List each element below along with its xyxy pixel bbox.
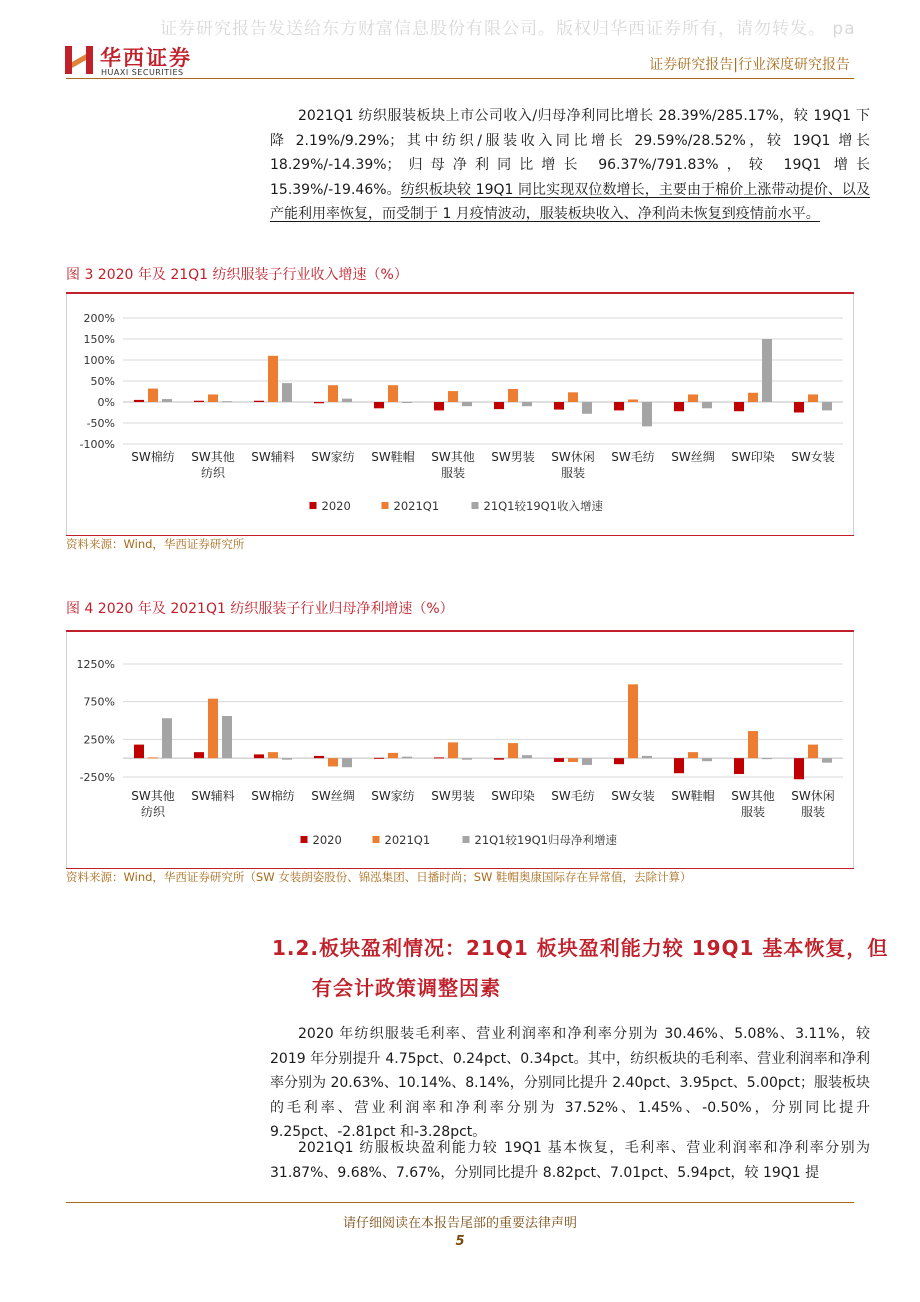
bar-21Q1较19Q1收入增速 [642,402,652,426]
legend-label: 2020 [312,833,342,847]
y-tick-label: 1250% [76,658,115,671]
x-category-label: SW女装 [611,789,655,803]
bar-2021Q1 [388,753,398,758]
x-category-label: SW棉纺 [251,789,295,803]
margin-paragraph [270,1022,870,1145]
bar-2020 [254,401,264,402]
bar-2021Q1 [508,743,518,758]
legend-swatch [301,836,308,843]
bar-21Q1较19Q1收入增速 [582,402,592,414]
y-tick-label: -100% [79,438,115,451]
bar-2020 [494,402,504,409]
x-category-label: SW印染 [731,450,775,464]
x-category-label: SW其他 [131,789,175,803]
footer-disclaimer: 请仔细阅读在本报告尾部的重要法律声明 [342,1216,577,1231]
bar-21Q1较19Q1收入增速 [762,339,772,402]
legend-label: 21Q1较19Q1归母净利增速 [474,833,618,847]
figure-3-frame [66,292,854,536]
intro-text-a: 2021Q1 纺织服装板块上市公司收入/归母净利同比增长 28.39%/285.17%，较 19Q1 下降 2.19%/9.29%；其中纺织/服装收入同比增长 29.59%/28.52%，较 19Q1 增长 18.29%/-14.39%；归母净利同比增长 96.37%/791.83%，较 19Q1 增长 15.39%/-19.46%。 [270,108,870,198]
bar-2020 [614,402,624,410]
bar-2020 [674,758,684,773]
x-category-label: SW印染 [491,789,535,803]
bar-2021Q1 [448,742,458,758]
bar-21Q1较19Q1归母净利增速 [702,758,712,761]
figure-3-chart [67,294,853,535]
bar-2021Q1 [628,684,638,758]
x-category-label: SW辅料 [191,789,235,803]
bar-21Q1较19Q1归母净利增速 [642,756,652,758]
x-category-label: SW鞋帽 [671,789,715,803]
bar-2020 [554,402,564,410]
bar-2021Q1 [688,394,698,402]
bar-2021Q1 [148,389,158,402]
bar-2020 [254,754,264,758]
x-category-label: SW丝绸 [311,789,355,803]
bar-21Q1较19Q1收入增速 [342,399,352,402]
bar-2021Q1 [148,757,158,758]
bar-2020 [734,402,744,411]
legend-swatch [310,502,317,509]
y-tick-label: 0% [97,396,115,409]
bar-2021Q1 [388,385,398,402]
x-category-label: 服装 [800,805,826,819]
watermark-text: 证券研究报告发送给东方财富信息股份有限公司。版权归华西证券所有，请勿转发。 pa [160,19,856,39]
bar-2021Q1 [808,745,818,759]
bar-2021Q1 [328,385,338,402]
bar-2020 [554,758,564,762]
section-heading-line-2: 有会计政策调整因素 [312,976,501,1000]
bar-2021Q1 [628,399,638,402]
x-category-label: SW家纺 [311,450,355,464]
q1-paragraph [270,1136,870,1185]
bar-2020 [434,757,444,758]
bar-21Q1较19Q1收入增速 [462,402,472,406]
bar-2021Q1 [568,392,578,402]
y-tick-label: 750% [83,695,115,709]
x-category-label: SW鞋帽 [371,450,415,464]
legend-label: 21Q1较19Q1收入增速 [483,499,604,513]
bar-21Q1较19Q1收入增速 [702,402,712,408]
bar-2020 [374,402,384,408]
bar-21Q1较19Q1收入增速 [822,402,832,410]
section-heading-line-1: 1.2.板块盈利情况：21Q1 板块盈利能力较 19Q1 基本恢复，但 [272,936,889,960]
bar-2021Q1 [328,758,338,766]
bar-2021Q1 [568,758,578,762]
x-category-label: 服装 [740,805,766,819]
figure-4-frame [66,630,854,869]
report-type-label: 证券研究报告|行业深度研究报告 [649,57,850,73]
bar-21Q1较19Q1归母净利增速 [582,758,592,765]
figure-3-title: 图 3 2020 年及 21Q1 纺织服装子行业收入增速（%） [66,267,408,283]
y-tick-label: 50% [90,375,115,388]
bar-2021Q1 [268,356,278,402]
bar-21Q1较19Q1归母净利增速 [162,718,172,758]
bar-2020 [434,402,444,410]
bar-21Q1较19Q1归母净利增速 [282,758,292,760]
x-category-label: SW男装 [491,450,535,464]
bar-2020 [674,402,684,411]
x-category-label: SW休闲 [791,789,835,803]
bar-2020 [314,756,324,758]
x-category-label: SW其他 [731,789,775,803]
y-tick-label: 250% [83,733,115,747]
logo-name-en: HUAXI SECURITIES [101,68,184,77]
y-tick-label: 200% [83,312,115,325]
q1-paragraph-text: 2021Q1 纺服板块盈利能力较 19Q1 基本恢复，毛利率、营业利润率和净利率分别为 31.87%、9.68%、7.67%，分别同比提升 8.82pct、7.01pct、5.94pct，较 19Q1 提 [270,1140,870,1181]
bar-2021Q1 [208,699,218,759]
y-tick-label: -50% [86,417,115,430]
y-tick-label: -250% [79,771,115,784]
bar-2020 [134,400,144,402]
page-number: 5 [455,1234,465,1249]
bar-21Q1较19Q1收入增速 [522,402,532,406]
x-category-label: SW丝绸 [671,450,715,464]
bar-21Q1较19Q1收入增速 [222,401,232,402]
bar-2020 [794,402,804,413]
x-category-label: SW毛纺 [611,450,655,464]
bar-2020 [614,758,624,764]
x-category-label: 服装 [440,466,466,480]
bar-21Q1较19Q1收入增速 [402,402,412,403]
figure-3-source: 资料来源：Wind，华西证券研究所 [66,537,245,551]
x-category-label: SW毛纺 [551,789,595,803]
intro-text-b-underlined: 纺织板块较 19Q1 同比实现双位数增长，主要由于棉价上涨带动提价、以及产能利用率恢复，而受制于 1 月疫情波动，服装板块收入、净利尚未恢复到疫情前水平。 [270,181,870,222]
legend-label: 2021Q1 [393,499,440,513]
margin-paragraph-text: 2020 年纺织服装毛利率、营业利润率和净利率分别为 30.46%、5.08%、3.11%，较 2019 年分别提升 4.75pct、0.24pct、0.34pct。其中，纺织板块的毛利率、营业利润率和净利率分别为 20.63%、10.14%、8.14%，分别同比提升 2.40pct、3.95pct、5.00pct；服装板块的毛利率、营业利润率和净利率分别为 37.52%、1.45%、-0.50%，分别同比提升 9.25pct、-2.81pct 和-3.28pct。 [270,1026,870,1140]
legend-swatch [472,502,479,509]
bar-21Q1较19Q1收入增速 [162,399,172,402]
bar-2021Q1 [808,394,818,402]
bar-2020 [494,758,504,760]
bar-21Q1较19Q1归母净利增速 [402,757,412,759]
bar-2020 [374,758,384,759]
bar-21Q1较19Q1收入增速 [282,383,292,402]
figure-4-chart [67,632,853,868]
bar-2021Q1 [208,394,218,402]
logo-name-cn: 华西证券 [100,46,192,70]
x-category-label: 纺织 [140,805,166,819]
bar-2021Q1 [268,752,278,758]
x-category-label: SW家纺 [371,789,415,803]
x-category-label: SW女装 [791,450,835,464]
x-category-label: 服装 [560,466,586,480]
huaxi-logo-icon [64,44,94,76]
footer-divider [66,1202,854,1203]
bar-21Q1较19Q1归母净利增速 [222,716,232,758]
x-category-label: SW其他 [431,450,475,464]
x-category-label: SW其他 [191,450,235,464]
legend-label: 2021Q1 [384,833,431,847]
legend-swatch [373,836,380,843]
bar-21Q1较19Q1归母净利增速 [462,758,472,760]
bar-2021Q1 [688,752,698,758]
bar-2021Q1 [448,391,458,402]
x-category-label: SW辅料 [251,450,295,464]
legend-label: 2020 [321,499,351,513]
header-divider [66,78,854,79]
x-category-label: SW男装 [431,789,475,803]
bar-21Q1较19Q1归母净利增速 [342,758,352,767]
bar-2020 [734,758,744,774]
intro-paragraph [270,104,870,227]
legend-swatch [463,836,470,843]
figure-4-title: 图 4 2020 年及 2021Q1 纺织服装子行业归母净利增速（%） [66,601,454,617]
legend-swatch [382,502,389,509]
y-tick-label: 150% [83,333,115,346]
bar-2020 [794,758,804,779]
bar-2020 [194,401,204,402]
bar-21Q1较19Q1归母净利增速 [822,758,832,763]
x-category-label: 纺织 [200,466,226,480]
y-tick-label: 100% [83,354,115,367]
bar-21Q1较19Q1归母净利增速 [522,755,532,758]
bar-2020 [314,402,324,403]
bar-2020 [134,745,144,759]
figure-4-source: 资料来源：Wind，华西证券研究所（SW 女装朗姿股份、锦泓集团、日播时尚；SW 鞋帽奥康国际存在异常值，去除计算） [66,870,692,884]
x-category-label: SW休闲 [551,450,595,464]
bar-2021Q1 [508,389,518,402]
bar-2021Q1 [748,393,758,402]
bar-2021Q1 [748,731,758,758]
x-category-label: SW棉纺 [131,450,175,464]
bar-2020 [194,752,204,758]
bar-21Q1较19Q1归母净利增速 [762,758,772,759]
